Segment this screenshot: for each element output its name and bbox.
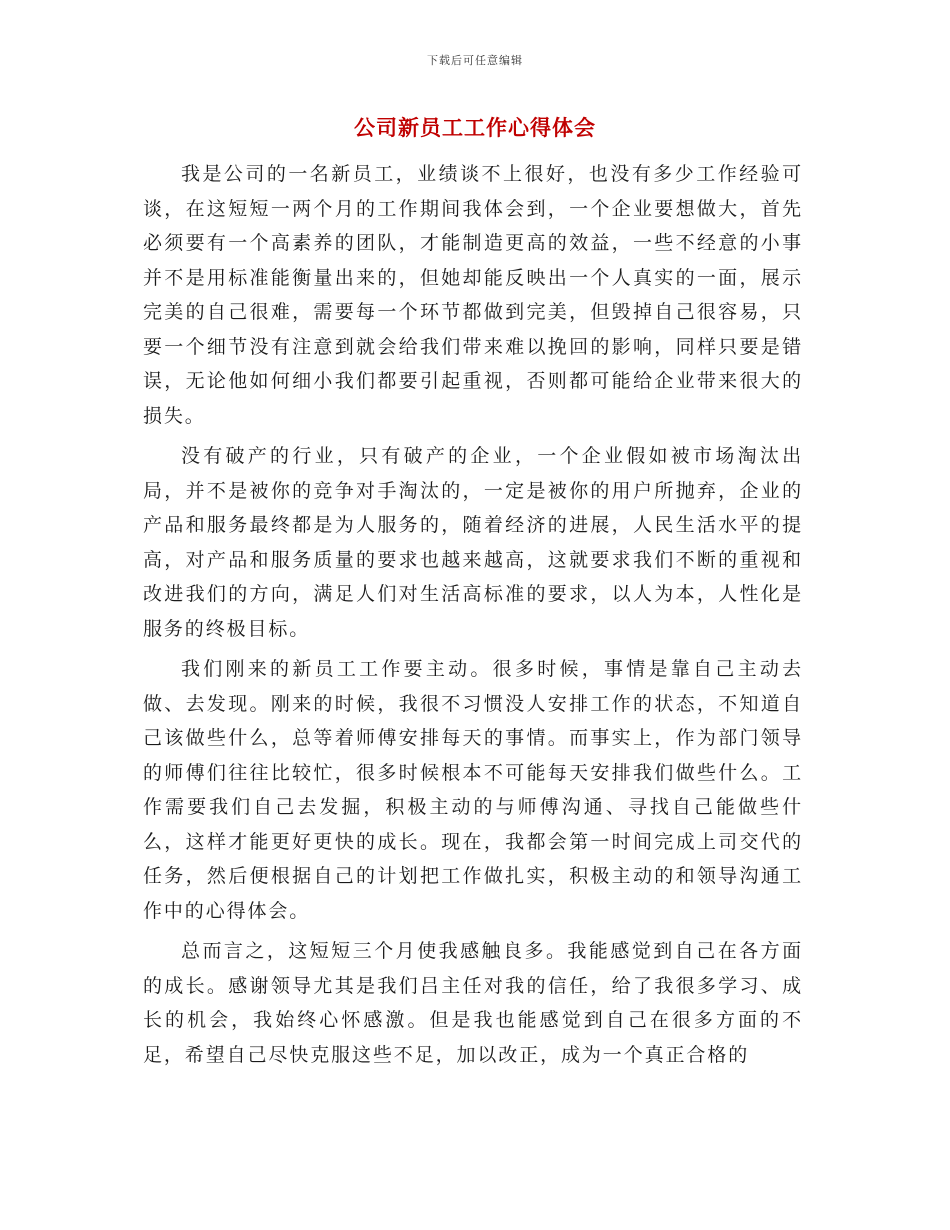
header-note: 下载后可任意编辑 [427,54,523,67]
document-body [143,157,803,1072]
paragraph: 没有破产的行业，只有破产的企业，一个企业假如被市场淘汰出局，并不是被你的竞争对手淘汰的，一定是被你的用户所抛弃，企业的产品和服务最终都是为人服务的，随着经济的进展，人民生活水平的提高，对产品和服务质量的要求也越来越高，这就要求我们不断的重视和改进我们的方向，满足人们对生活高标准的要求，以人为本，人性化是服务的终极目标。 [143,445,803,640]
paragraph: 我们刚来的新员工工作要主动。很多时候，事情是靠自己主动去做、去发现。刚来的时候，我很不习惯没人安排工作的状态，不知道自己该做些什么，总等着师傅安排每天的事情。而事实上，作为部门领导的师傅们往往比较忙，很多时候根本不可能每天安排我们做些什么。工作需要我们自己去发掘，积极主动的与师傅沟通、寻找自己能做些什么，这样才能更好更快的成长。现在，我都会第一时间完成上司交代的任务，然后便根据自己的计划把工作做扎实，积极主动的和领导沟通工作中的心得体会。 [143,658,803,922]
paragraph: 总而言之，这短短三个月使我感触良多。我能感觉到自己在各方面的成长。感谢领导尤其是我们吕主任对我的信任，给了我很多学习、成长的机会，我始终心怀感激。但是我也能感觉到自己在很多方面的不足，希望自己尽快克服这些不足，加以改正，成为一个真正合格的 [143,940,803,1066]
document-title: 公司新员工工作心得体会 [354,115,596,140]
paragraph: 我是公司的一名新员工，业绩谈不上很好，也没有多少工作经验可谈，在这短短一两个月的工作期间我体会到，一个企业要想做大，首先必须要有一个高素养的团队，才能制造更高的效益，一些不经意的小事并不是用标准能衡量出来的，但她却能反映出一个人真实的一面，展示完美的自己很难，需要每一个环节都做到完美，但毁掉自己很容易，只要一个细节没有注意到就会给我们带来难以挽回的影响，同样只要是错误，无论他如何细小我们都要引起重视，否则都可能给企业带来很大的损失。 [143,163,803,427]
